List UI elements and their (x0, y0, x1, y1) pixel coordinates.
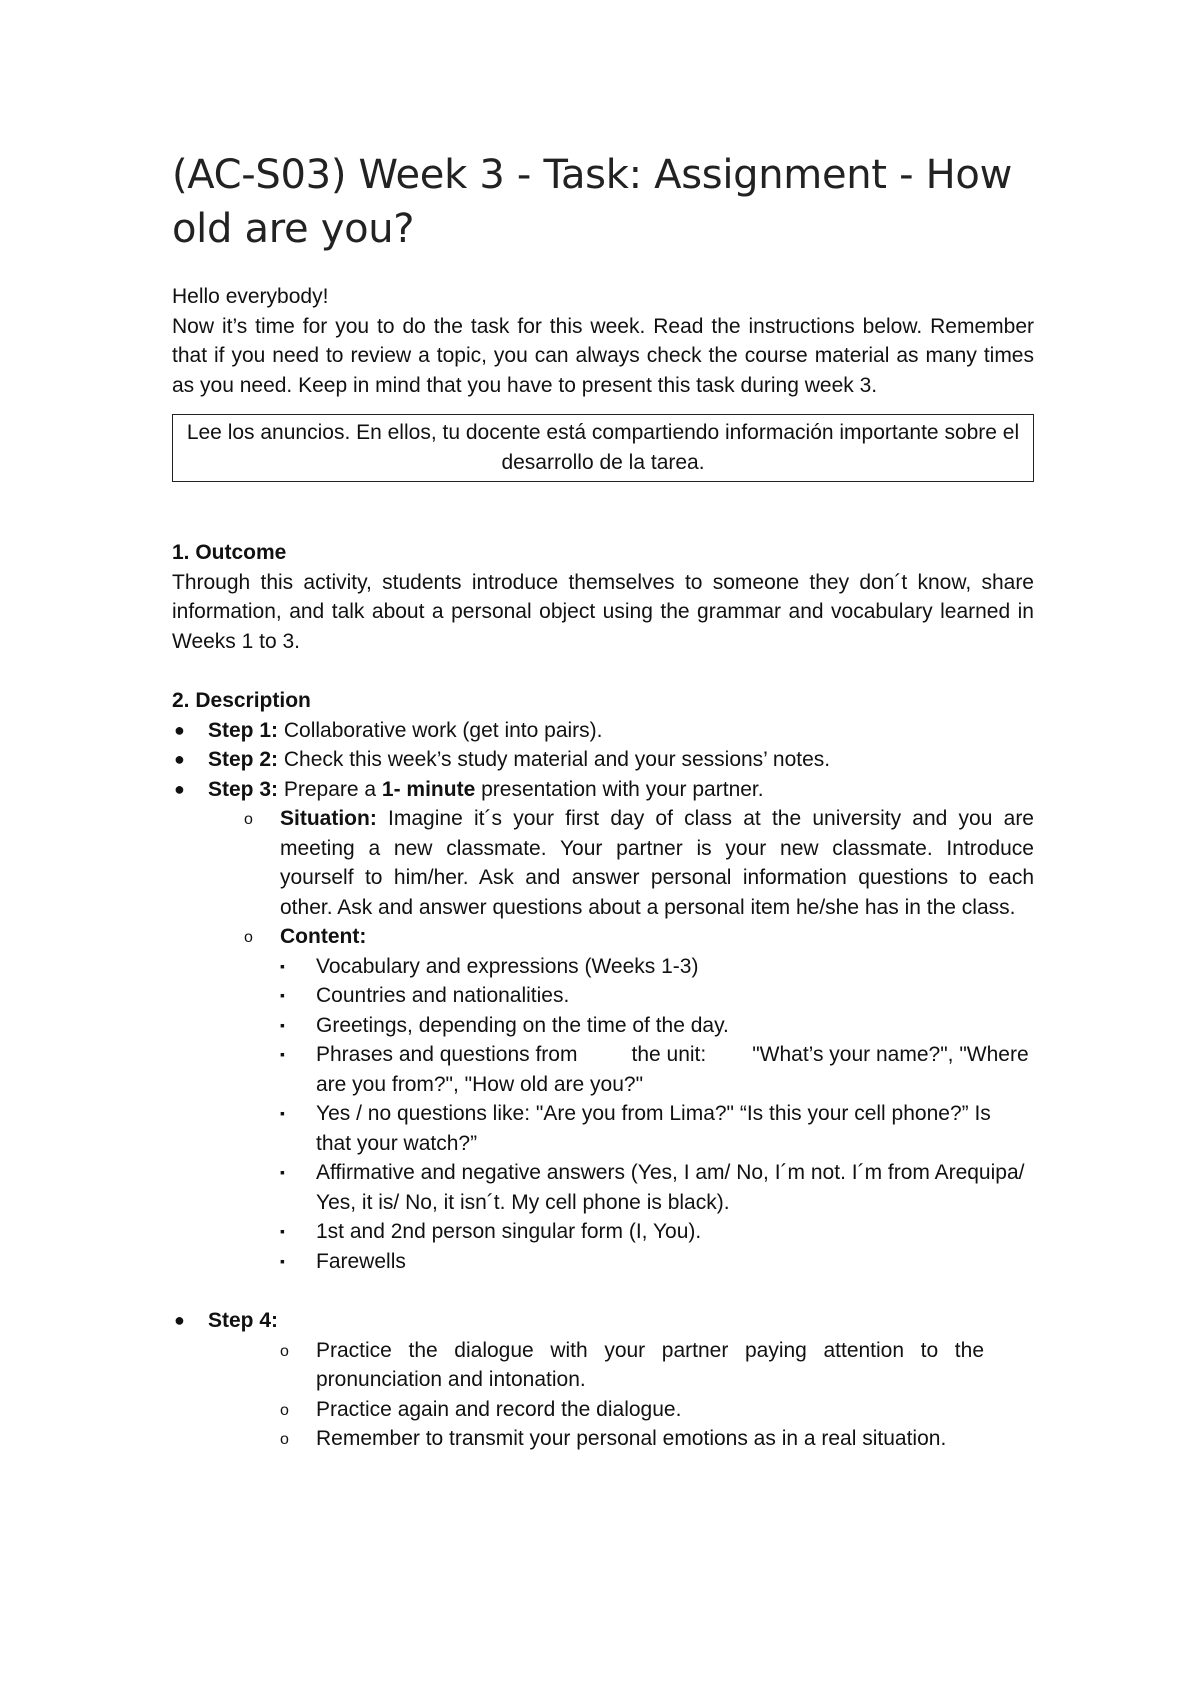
step-4-list (172, 1306, 1034, 1336)
intro-paragraph: Now it’s time for you to do the task for this week. Read the instructions below. Remember that if you need to review a topic, you can always check the course material as many times as you need. Keep in mind that you have to present this task during week 3. (172, 314, 1034, 397)
content-list (280, 952, 1034, 1277)
content-point: ▪ 1st and 2nd person singular form (I, You). (280, 1217, 1034, 1247)
outcome-heading: 1. Outcome (172, 541, 287, 564)
square-bullet-icon: ▪ (280, 1105, 285, 1121)
square-bullet-icon: ▪ (280, 1164, 285, 1180)
step-bold-duration: 1- minute (381, 777, 476, 801)
content-point: ▪ Phrases and questions from the unit: "What’s your name?", "Where are you from?", "How old are you?" (280, 1040, 1034, 1099)
square-bullet-icon: ▪ (280, 957, 285, 974)
square-bullet-icon: ▪ (280, 1016, 285, 1033)
situation-item (244, 804, 1034, 922)
content-point: ▪ Greetings, depending on the time of the day. (280, 1011, 1034, 1041)
square-bullet-icon: ▪ (280, 1223, 285, 1239)
step-text: Prepare a (278, 777, 382, 801)
document-page (172, 148, 1034, 1454)
step-4-item: o Practice the dialogue with your partner paying attention to the pronunciation and intonation. (280, 1338, 984, 1391)
announcement-notice-box: Lee los anuncios. En ellos, tu docente está compartiendo información importante sobre el desarrollo de la tarea. (172, 414, 1034, 482)
step-label: Step 2: (208, 748, 279, 771)
situation-text: Imagine it´s your first day of class at the university and you are meeting a new classmate. Your partner is your new classmate. Introduce yourself to him/her. Ask and answer personal information questions to each other. Ask and answer questions about a personal item he/she has in the class. (280, 807, 1034, 919)
bullet-icon: ● (174, 749, 185, 769)
document-title: (AC-S03) Week 3 - Task: Assignment - How old are you? (172, 152, 1013, 252)
square-bullet-icon: ▪ (280, 1046, 285, 1062)
step-4-sublist (280, 1336, 1034, 1454)
step-label: Step 3: (208, 777, 279, 801)
bullet-icon: ● (174, 1310, 185, 1330)
step-text: presentation with your partner. (475, 777, 764, 801)
circle-bullet-icon: o (280, 1401, 289, 1419)
content-label: Content: (280, 925, 367, 948)
step-4 (172, 1306, 1034, 1336)
circle-bullet-icon: o (244, 929, 253, 946)
content-point: ▪ Yes / no questions like: "Are you from Lima?" “Is this your cell phone?” Is that your watch?” (280, 1099, 1034, 1158)
bullet-icon: ● (174, 719, 185, 740)
steps-list (172, 716, 1034, 805)
square-bullet-icon: ▪ (280, 987, 285, 1003)
step-text: Collaborative work (get into pairs). (278, 718, 603, 742)
description-heading: 2. Description (172, 689, 311, 712)
content-point: ▪ Affirmative and negative answers (Yes, I am/ No, I´m not. I´m from Arequipa/ Yes, it is/ No, it isn´t. My cell phone is black). (280, 1158, 1034, 1217)
step-4-item: o Remember to transmit your personal emotions as in a real situation. (280, 1424, 1034, 1454)
circle-bullet-icon: o (280, 1431, 289, 1448)
content-point: ▪ Countries and nationalities. (280, 981, 1034, 1011)
situation-label: Situation: (280, 807, 377, 830)
step-3-sublist (244, 804, 1034, 952)
content-point: ▪ Farewells (280, 1247, 1034, 1277)
step-4-item: o Practice again and record the dialogue. (280, 1395, 1034, 1425)
content-point: ▪ Vocabulary and expressions (Weeks 1-3) (280, 952, 1034, 982)
circle-bullet-icon: o (244, 811, 253, 828)
step-label: Step 4: (208, 1309, 279, 1332)
circle-bullet-icon: o (280, 1342, 289, 1360)
step-3 (172, 775, 1034, 805)
outcome-text: Through this activity, students introduce themselves to someone they don´t know, share information, and talk about a personal object using the grammar and vocabulary learned in Weeks 1 to 3. (172, 570, 1034, 653)
step-1 (172, 716, 1034, 746)
content-item (244, 922, 1034, 952)
step-text: Check this week’s study material and your sessions’ notes. (278, 748, 831, 771)
bullet-icon: ● (174, 778, 185, 799)
greeting: Hello everybody! (172, 285, 329, 308)
step-2 (172, 745, 1034, 775)
step-label: Step 1: (208, 718, 279, 742)
square-bullet-icon: ▪ (280, 1252, 285, 1269)
